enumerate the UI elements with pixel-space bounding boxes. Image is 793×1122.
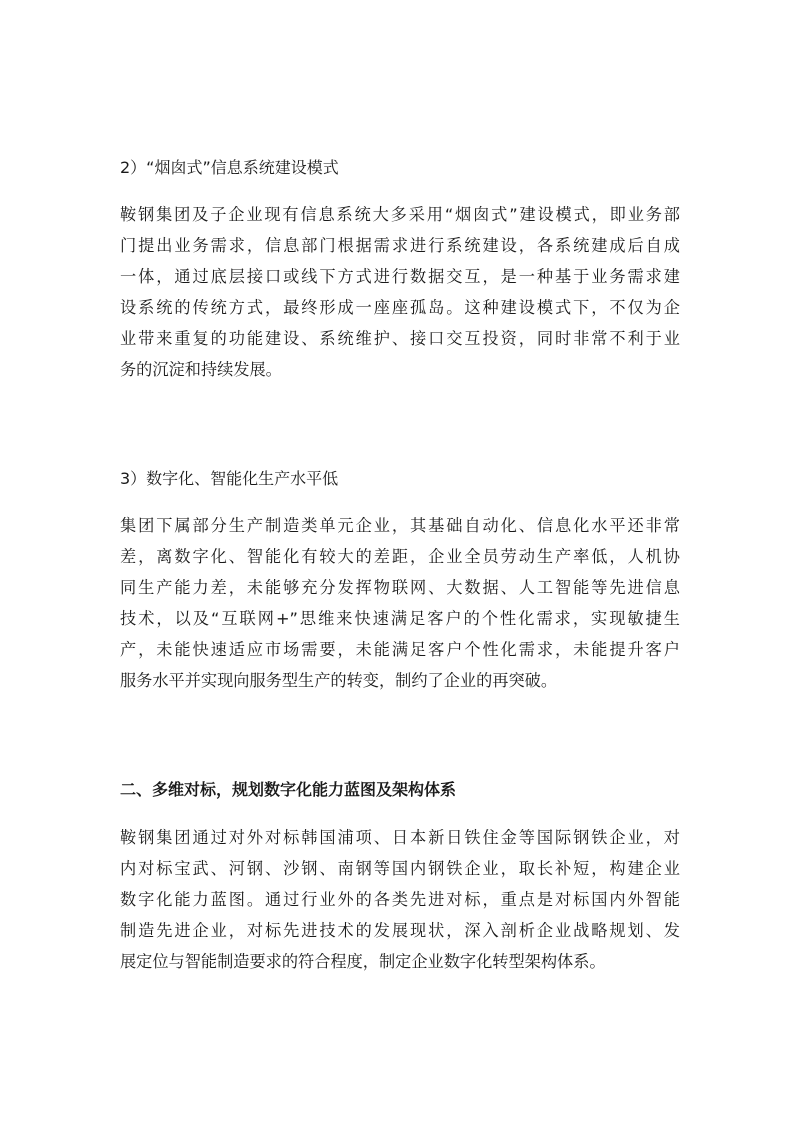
paragraph-line: 集团下属部分生产制造类单元企业，其基础自动化、信息化水平还非常	[120, 516, 680, 535]
paragraph-line: 差，离数字化、智能化有较大的差距，企业全员劳动生产率低，人机协	[120, 547, 680, 566]
paragraph-line: 产，未能快速适应市场需要，未能满足客户个性化需求，未能提升客户	[120, 640, 680, 659]
paragraph-low-digitalization	[120, 515, 680, 701]
heading-chimney-mode: 2）“烟囱式”信息系统建设模式	[120, 158, 339, 177]
paragraph-benchmarking	[120, 827, 680, 982]
paragraph-line: 鞍钢集团通过对外对标韩国浦项、日本新日铁住金等国际钢铁企业，对	[120, 828, 680, 847]
paragraph-line: 设系统的传统方式，最终形成一座座孤岛。这种建设模式下，不仅为企	[120, 298, 680, 317]
paragraph-line: 门提出业务需求，信息部门根据需求进行系统建设，各系统建成后自成	[120, 236, 680, 255]
paragraph-line: 业带来重复的功能建设、系统维护、接口交互投资，同时非常不利于业	[120, 329, 680, 348]
heading-low-digitalization: 3）数字化、智能化生产水平低	[120, 469, 339, 488]
paragraph-line: 务的沉淀和持续发展。	[120, 360, 282, 379]
heading-benchmarking: 二、多维对标，规划数字化能力蓝图及架构体系	[120, 780, 457, 799]
paragraph-line: 一体，通过底层接口或线下方式进行数据交互，是一种基于业务需求建	[120, 267, 680, 286]
paragraph-line: 展定位与智能制造要求的符合程度，制定企业数字化转型架构体系。	[120, 952, 606, 971]
paragraph-line: 同生产能力差，未能够充分发挥物联网、大数据、人工智能等先进信息	[120, 578, 680, 597]
paragraph-line: 制造先进企业，对标先进技术的发展现状，深入剖析企业战略规划、发	[120, 921, 680, 940]
paragraph-chimney-mode	[120, 204, 680, 390]
paragraph-line: 内对标宝武、河钢、沙钢、南钢等国内钢铁企业，取长补短，构建企业	[120, 859, 680, 878]
paragraph-line: 技术，以及“互联网+”思维来快速满足客户的个性化需求，实现敏捷生	[120, 609, 680, 628]
paragraph-line: 服务水平并实现向服务型生产的转变，制约了企业的再突破。	[120, 671, 558, 690]
paragraph-line: 鞍钢集团及子企业现有信息系统大多采用“烟囱式”建设模式，即业务部	[120, 205, 680, 224]
paragraph-line: 数字化能力蓝图。通过行业外的各类先进对标，重点是对标国内外智能	[120, 890, 680, 909]
